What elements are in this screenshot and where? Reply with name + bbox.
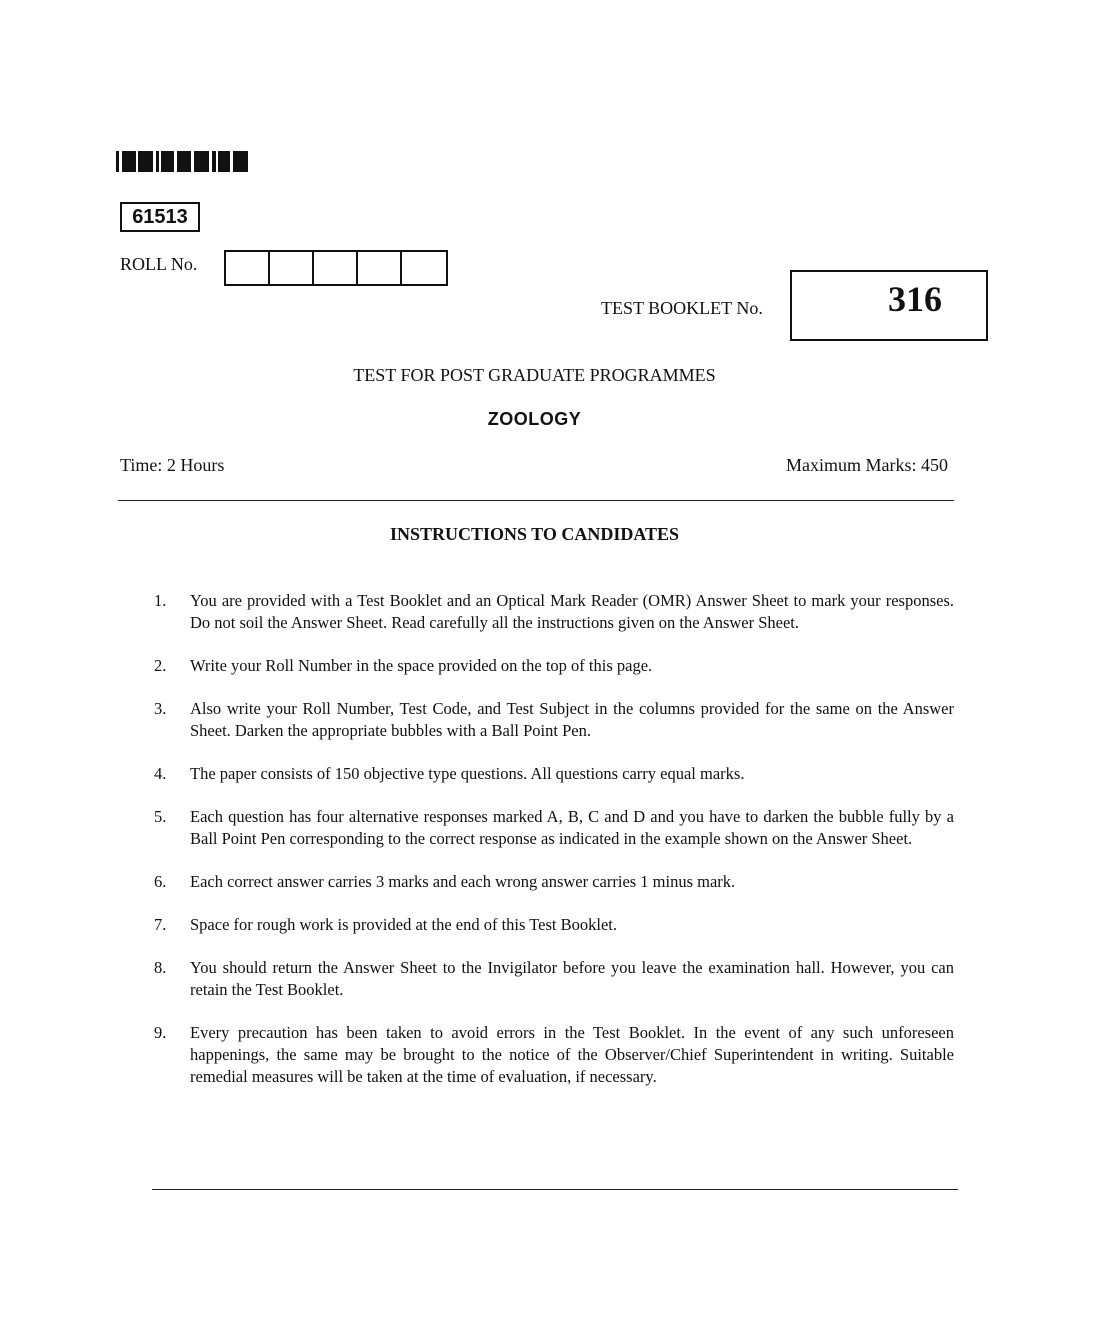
instruction-number: 6. bbox=[154, 872, 167, 891]
instruction-text: Every precaution has been taken to avoid errors in the Test Booklet. In the event of any such unforeseen happenings, the same may be brought to the notice of the Observer/Chief Superintendent in writing. Suitable remedial measures will be taken at the time of evaluation, if necessary. bbox=[190, 1023, 954, 1086]
test-booklet-box bbox=[790, 270, 988, 341]
roll-number-boxes bbox=[224, 250, 448, 286]
instructions-list bbox=[150, 590, 954, 1088]
instruction-text: You are provided with a Test Booklet and an Optical Mark Reader (OMR) Answer Sheet to mark your responses. Do not soil the Answer Sheet. Read carefully all the instructions given on the Answer Sheet. bbox=[190, 591, 954, 632]
instruction-item bbox=[150, 806, 954, 850]
instruction-item bbox=[150, 957, 954, 1001]
roll-number-box bbox=[270, 252, 314, 284]
instruction-number: 1. bbox=[154, 591, 167, 610]
instruction-item bbox=[150, 871, 954, 893]
instruction-text: Each question has four alternative responses marked A, B, C and D and you have to darken the bubble fully by a Ball Point Pen corresponding to the correct response as indicated in the example shown on the Answer Sheet. bbox=[190, 807, 954, 848]
roll-number-box bbox=[226, 252, 270, 284]
roll-number-box bbox=[402, 252, 446, 284]
exam-time: Time: 2 Hours bbox=[120, 455, 225, 475]
instruction-text: You should return the Answer Sheet to the Invigilator before you leave the examination hall. However, you can retain the Test Booklet. bbox=[190, 958, 954, 999]
instruction-text: Write your Roll Number in the space provided on the top of this page. bbox=[190, 656, 653, 675]
roll-number-box bbox=[358, 252, 402, 284]
roll-number-label: ROLL No. bbox=[120, 254, 198, 274]
instruction-text: Also write your Roll Number, Test Code, and Test Subject in the columns provided for the same on the Answer Sheet. Darken the appropriate bubbles with a Ball Point Pen. bbox=[190, 699, 954, 740]
paper-code: 61513 bbox=[120, 202, 200, 232]
instruction-number: 4. bbox=[154, 764, 167, 783]
roll-number-box bbox=[314, 252, 358, 284]
instruction-item bbox=[150, 698, 954, 742]
instruction-number: 5. bbox=[154, 807, 167, 826]
instruction-text: The paper consists of 150 objective type questions. All questions carry equal marks. bbox=[190, 764, 745, 783]
instruction-item bbox=[150, 914, 954, 936]
maximum-marks: Maximum Marks: 450 bbox=[786, 455, 948, 475]
instruction-number: 2. bbox=[154, 656, 167, 675]
instruction-number: 8. bbox=[154, 958, 167, 977]
divider-top bbox=[118, 500, 954, 501]
instruction-number: 3. bbox=[154, 699, 167, 718]
instructions-title: INSTRUCTIONS TO CANDIDATES bbox=[389, 524, 680, 544]
divider-bottom bbox=[152, 1189, 958, 1190]
instruction-item bbox=[150, 1022, 954, 1088]
instruction-number: 9. bbox=[154, 1023, 167, 1042]
instruction-item bbox=[150, 590, 954, 634]
instruction-item bbox=[150, 763, 954, 785]
program-title: TEST FOR POST GRADUATE PROGRAMMES bbox=[353, 365, 716, 385]
instruction-item bbox=[150, 655, 954, 677]
test-booklet-number: 316 bbox=[888, 279, 942, 319]
instruction-number: 7. bbox=[154, 915, 167, 934]
instruction-text: Each correct answer carries 3 marks and each wrong answer carries 1 minus mark. bbox=[190, 872, 736, 891]
test-booklet-label: TEST BOOKLET No. bbox=[601, 298, 763, 318]
subject-title: ZOOLOGY bbox=[487, 409, 582, 429]
instruction-text: Space for rough work is provided at the end of this Test Booklet. bbox=[190, 915, 618, 934]
barcode-image bbox=[116, 151, 248, 172]
